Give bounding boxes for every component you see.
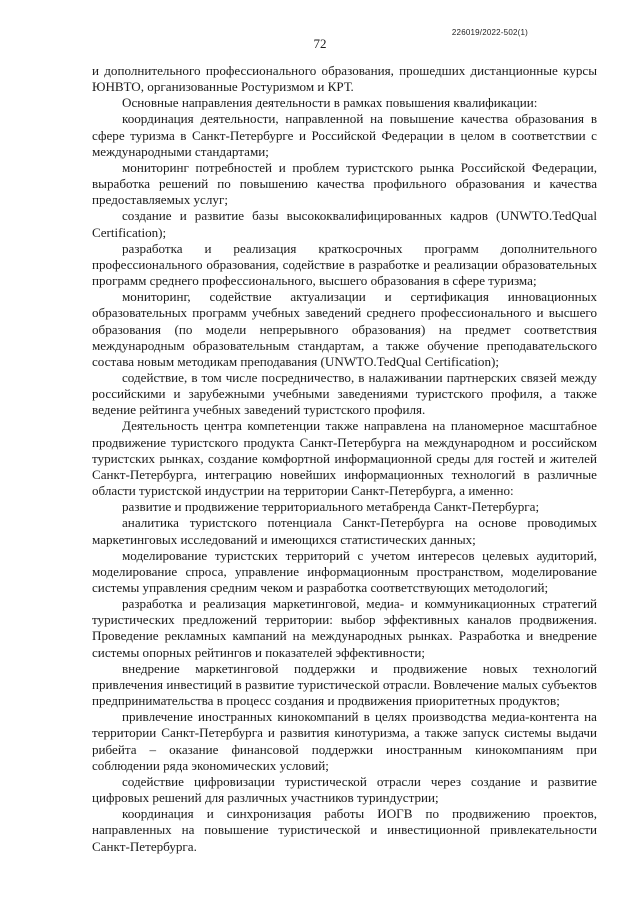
document-body	[92, 63, 597, 855]
document-registration-number: 226019/2022-502(1)	[451, 28, 528, 37]
list-item: разработка и реализация краткосрочных программ дополнительного профессионального образования, содействие в разработке и реализации образовательных программ среднего профессионального, высшего образования в сфере туризма;	[92, 240, 597, 289]
paragraph-heading-directions: Основные направления деятельности в рамках повышения квалификации:	[122, 95, 538, 111]
list-item: внедрение маркетинговой поддержки и продвижение новых технологий привлечения инвестиций в развитие туристической отрасли. Вовлечение малых субъектов предпринимательства в процесс создания и продвижения приоритетных продуктов;	[92, 660, 597, 709]
list-item: содействие цифровизации туристической отрасли через создание и развитие цифровых решений для различных участников туриндустрии;	[92, 773, 597, 806]
list-item: развитие и продвижение территориального метабренда Санкт-Петербурга;	[122, 499, 540, 515]
list-item: мониторинг, содействие актуализации и сертификация инновационных образовательных программ учебных заведений среднего профессионального и высшего образования (по модели непрерывного образования) на предмет соответствия международным образовательным стандартам, а также обучение преподавательского состава новым методикам преподавания (UNWTO.TedQual Certification);	[92, 289, 597, 369]
list-item: аналитика туристского потенциала Санкт-Петербурга на основе проводимых маркетинговых исследований и имеющихся статистических данных;	[92, 515, 597, 547]
list-item: мониторинг потребностей и проблем туристского рынка Российской Федерации, выработка решений по повышению качества профильного образования и качества предоставляемых услуг;	[92, 159, 597, 208]
list-item: координация и синхронизация работы ИОГВ по продвижению проектов, направленных на повышение туристической и инвестиционной привлекательности Санкт-Петербурга.	[92, 806, 597, 854]
paragraph-continuation: и дополнительного профессионального образования, прошедших дистанционные курсы ЮНВТО, организованные Ростуризмом и КРТ.	[92, 63, 597, 95]
paragraph-competence-center: Деятельность центра компетенции также направлена на планомерное масштабное продвижение туристского продукта Санкт-Петербурга на международном и российском туристских рынках, создание комфортной информационной среды для гостей и жителей Санкт-Петербурга, интеграцию новейших информационных технологий в различные области туристской индустрии на территории Санкт-Петербурга, а именно:	[92, 418, 597, 499]
list-item: координация деятельности, направленной на повышение качества образования в сфере туризма в Санкт-Петербурге и Российской Федерации в целом в соответствии с международными стандартами;	[92, 111, 597, 159]
list-item: разработка и реализация маркетинговой, медиа- и коммуникационных стратегий туристических предложений территории: выбор эффективных каналов продвижения. Проведение рекламных кампаний на международных рынках. Разработка и внедрение системы опорных рейтингов и показателей эффективности;	[92, 596, 597, 660]
list-item: привлечение иностранных кинокомпаний в целях производства медиа-контента на территории Санкт-Петербурга и развития кинотуризма, а также запуск системы выдачи рибейта – оказание финансовой поддержки иностранным кинокомпаниям при соблюдении ряда экономических условий;	[92, 709, 597, 773]
page-number: 72	[313, 36, 327, 51]
list-item: содействие, в том числе посредничество, в налаживании партнерских связей между российскими и зарубежными учебными заведениями туристского профиля, а также ведение рейтинга учебных заведений туристского профиля.	[92, 369, 597, 418]
list-item: моделирование туристских территорий с учетом интересов целевых аудиторий, моделирование спроса, управление информационным пространством, моделирование системы управления средним чеком и разработка соответствующих методологий;	[92, 547, 597, 595]
list-item: создание и развитие базы высококвалифицированных кадров (UNWTO.TedQual Certification);	[92, 208, 597, 240]
